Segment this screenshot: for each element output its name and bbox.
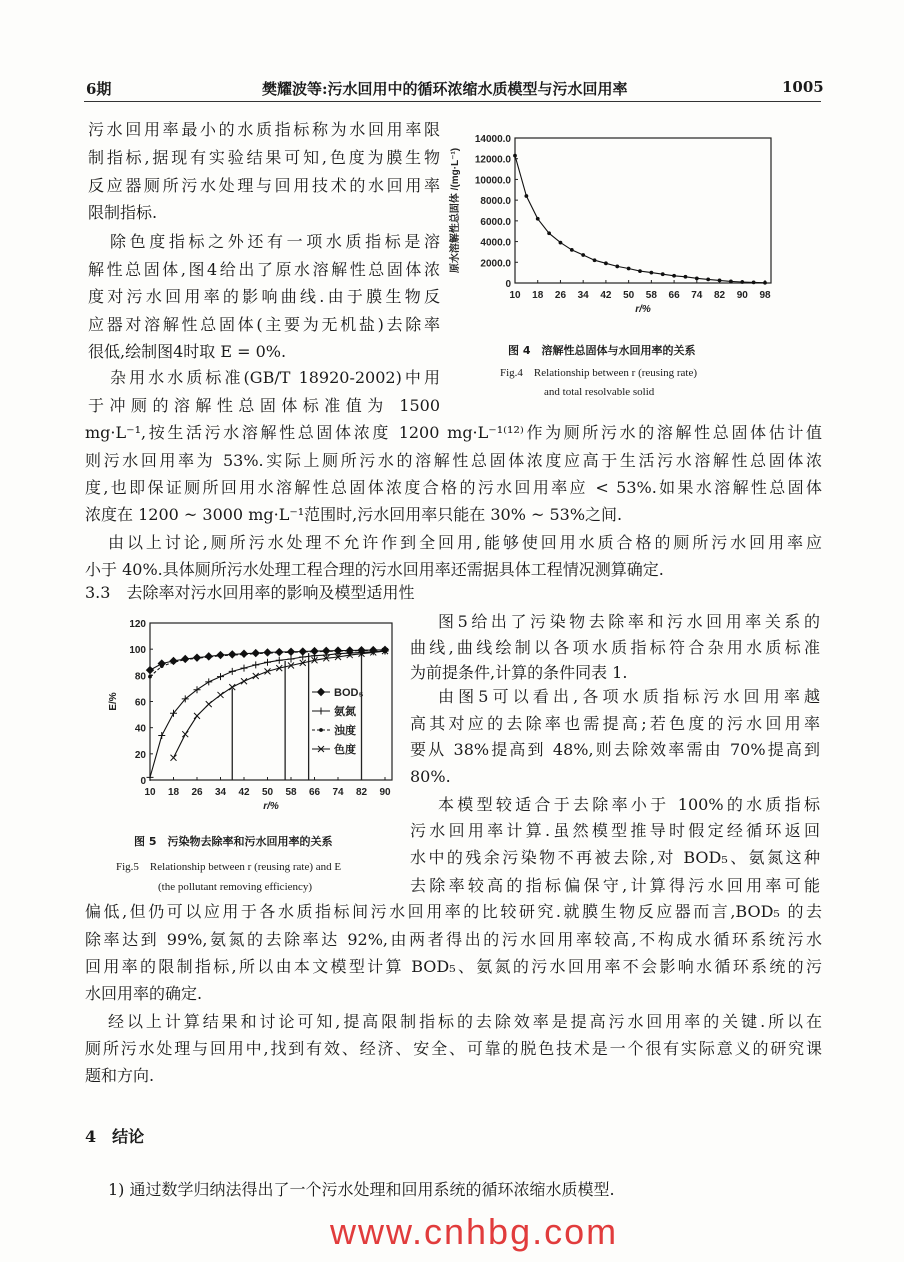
data-point-cross — [182, 731, 188, 737]
text-line: 回用率的限制指标,所以由本文模型计算 BOD₅、氨氮的污水回用率不会影响水循环系统的污 — [85, 957, 822, 976]
data-point — [639, 270, 642, 273]
data-point — [172, 661, 175, 664]
series-line — [174, 651, 386, 758]
x-tick-label: 74 — [691, 290, 703, 301]
text-line: 由图5可以看出,各项水质指标污水回用率越 — [438, 687, 820, 706]
data-point-plus — [241, 665, 248, 672]
y-tick-label: 20 — [134, 749, 146, 761]
data-point — [525, 195, 528, 198]
x-tick-label: 34 — [214, 787, 227, 798]
data-point — [605, 262, 608, 265]
data-point-cross — [171, 755, 177, 761]
text-line: 由以上讨论,厕所污水处理不允许作到全回用,能够使回用水质合格的厕所污水回用率应 — [108, 533, 822, 552]
legend-label: 色度 — [334, 744, 356, 756]
text-line: 制指标,据现有实验结果可知,色度为膜生物 — [88, 148, 440, 167]
data-point — [559, 241, 562, 244]
y-tick-label: 14000.0 — [474, 134, 511, 145]
text-line: 去除率较高的指标偏保守,计算得污水回用率可能 — [410, 876, 820, 895]
data-point — [207, 656, 210, 659]
y-tick-label: 6000.0 — [480, 216, 511, 228]
data-point-plus — [205, 678, 212, 685]
x-tick-label: 66 — [668, 290, 680, 301]
data-point — [673, 274, 676, 277]
data-point — [730, 280, 733, 283]
text-line: 反应器厕所污水处理与回用技术的水回用率 — [88, 176, 440, 195]
x-tick-label: 10 — [144, 787, 156, 798]
y-tick-label: 12000.0 — [474, 154, 511, 166]
text-line: mg·L⁻¹,按生活污水溶解性总固体浓度 1200 mg·L⁻¹⁽¹²⁾作为厕所污水的溶解性总固体估计值 — [85, 423, 822, 442]
text-line: 本模型较适合于去除率小于 100%的水质指标 — [438, 795, 820, 814]
text-line: 水回用率的确定. — [85, 984, 203, 1003]
data-point — [254, 652, 257, 655]
x-tick-label: 90 — [736, 290, 748, 301]
data-point-plus — [229, 668, 236, 675]
y-tick-label: 10000.0 — [474, 175, 511, 187]
figure-5-caption-en-2: (the pollutant removing efficiency) — [158, 881, 313, 893]
data-point-cross — [218, 692, 224, 698]
y-tick-label: 0 — [140, 776, 146, 787]
data-point — [593, 259, 596, 262]
text-line: 经以上计算结果和讨论可知,提高限制指标的去除效率是提高污水回用率的关键.所以在 — [108, 1012, 822, 1031]
text-line: 于冲厕的溶解性总固体标准值为 1500 — [88, 396, 440, 415]
data-point-cross — [241, 678, 247, 684]
text-line: 题和方向. — [85, 1066, 155, 1085]
text-line: 曲线,曲线绘制以各项水质指标符合杂用水质标准 — [410, 638, 820, 657]
text-line: 小于 40%.具体厕所污水处理工程合理的污水回用率还需据具体工程情况测算确定. — [85, 560, 664, 579]
data-point-plus — [276, 657, 283, 664]
legend-label: BOD₅ — [334, 687, 364, 699]
data-point — [160, 665, 163, 668]
data-point-plus — [299, 654, 306, 661]
figure-5-caption-en: Fig.5 Relationship between r (reusing rate) and E — [116, 861, 342, 873]
conclusion-item-1: 1) 通过数学归纳法得出了一个污水处理和回用系统的循环浓缩水质模型. — [108, 1180, 615, 1199]
data-point — [536, 217, 539, 220]
data-point — [741, 281, 744, 284]
series-line — [515, 156, 765, 283]
figure-4-caption-cn: 图 4 溶解性总固体与水回用率的关系 — [508, 344, 696, 357]
y-tick-label: 4000.0 — [480, 237, 511, 249]
data-point-cross — [265, 668, 271, 674]
text-line: 则污水回用率为 53%.实际上厕所污水的溶解性总固体浓度应高于生活污水溶解性总固体浓 — [85, 451, 822, 470]
x-axis-label: r/% — [635, 304, 651, 315]
x-tick-label: 82 — [355, 787, 368, 798]
data-point — [548, 232, 551, 235]
data-point — [266, 652, 269, 655]
x-tick-label: 26 — [554, 290, 567, 301]
data-point-diamond — [147, 667, 154, 674]
data-point — [278, 651, 281, 654]
text-line: 高其对应的去除率也需提高;若色度的污水回用率 — [410, 714, 820, 733]
data-point — [313, 650, 316, 653]
data-point — [325, 650, 328, 653]
figure-4-caption-en-2: and total resolvable solid — [544, 386, 655, 398]
x-tick-label: 18 — [167, 787, 180, 798]
data-point — [582, 254, 585, 257]
text-line: 偏低,但仍可以应用于各水质指标间污水回用率的比较研究.就膜生物反应器而言,BOD₅ 的去 — [85, 902, 822, 921]
text-line: 水中的残余污染物不再被去除,对 BOD₅、氨氮这种 — [410, 848, 820, 867]
plot-frame — [150, 623, 392, 780]
text-line: 度对污水回用率的影响曲线.由于膜生物反 — [88, 287, 440, 306]
legend-label: 氨氮 — [334, 706, 356, 718]
watermark: www.cnhbg.com — [330, 1211, 619, 1252]
text-line: 浓度在 1200 ~ 3000 mg·L⁻¹范围时,污水回用率只能在 30% ~ 53%之间. — [85, 505, 623, 524]
running-title: 樊耀波等:污水回用中的循环浓缩水质模型与污水回用率 — [262, 80, 628, 98]
data-point — [718, 279, 721, 282]
data-point-cross — [253, 673, 259, 679]
plot-frame — [515, 138, 771, 283]
x-axis-label: r/% — [263, 801, 279, 812]
data-point-plus — [264, 659, 271, 666]
x-tick-label: 34 — [577, 290, 589, 301]
x-tick-label: 50 — [623, 290, 635, 301]
header-rule — [84, 101, 821, 102]
y-tick-label: 8000.0 — [480, 196, 511, 208]
data-point-diamond — [318, 689, 325, 696]
y-tick-label: 2000.0 — [480, 258, 511, 270]
data-point — [243, 653, 246, 656]
text-line: 度,也即保证厕所回用水溶解性总固体浓度合格的污水回用率应 < 53%.如果水溶解性总固体 — [85, 478, 822, 497]
data-point — [231, 654, 234, 657]
text-line: 污水回用率最小的水质指标称为水回用率限 — [88, 120, 440, 139]
x-tick-label: 18 — [532, 290, 544, 301]
x-tick-label: 42 — [238, 787, 250, 798]
text-line: 为前提条件,计算的条件同表 1. — [410, 663, 628, 682]
x-tick-label: 42 — [600, 290, 612, 301]
data-point — [290, 651, 293, 654]
data-point — [764, 281, 767, 284]
data-point — [707, 278, 710, 281]
section-heading-4: 4 结论 — [85, 1127, 145, 1146]
data-point — [196, 657, 199, 660]
data-point-plus — [318, 708, 325, 715]
legend-label: 浊度 — [334, 725, 356, 737]
y-tick-label: 120 — [129, 619, 146, 630]
section-heading-3-3: 3.3 去除率对污水回用率的影响及模型适用性 — [85, 583, 415, 602]
data-point-plus — [252, 661, 259, 668]
data-point — [570, 248, 573, 251]
x-tick-label: 26 — [191, 787, 203, 798]
data-point — [616, 265, 619, 268]
data-point — [661, 273, 664, 276]
x-tick-label: 10 — [509, 290, 521, 301]
x-tick-label: 66 — [308, 787, 321, 798]
page-number: 1005 — [782, 78, 824, 96]
y-tick-label: 0 — [505, 279, 511, 290]
data-point-plus — [158, 732, 165, 739]
text-line: 限制指标. — [88, 203, 158, 222]
text-line: 要从 38%提高到 48%,则去除效率需由 70%提高到 — [410, 740, 820, 759]
issue-number: 6期 — [86, 80, 112, 98]
figure-5-chart — [90, 610, 410, 820]
x-tick-label: 90 — [379, 787, 391, 798]
y-tick-label: 80 — [134, 671, 146, 683]
data-point — [695, 277, 698, 280]
text-line: 图5给出了污染物去除率和污水回用率关系的 — [438, 612, 820, 631]
data-point — [684, 275, 687, 278]
x-tick-label: 58 — [645, 290, 657, 301]
text-line: 解性总固体,图4给出了原水溶解性总固体浓 — [88, 260, 440, 279]
figure-4-chart — [440, 120, 800, 325]
y-axis-label: E/% — [108, 692, 119, 711]
y-tick-label: 60 — [134, 697, 146, 709]
data-point — [337, 650, 340, 653]
data-point — [184, 658, 187, 661]
text-line: 很低,绘制图4时取 E = 0%. — [88, 342, 287, 361]
text-line: 应器对溶解性总固体(主要为无机盐)去除率 — [88, 315, 440, 334]
text-line: 杂用水水质标准(GB/T 18920-2002)中用 — [110, 368, 440, 387]
data-point — [320, 729, 323, 732]
data-point — [627, 267, 630, 270]
x-tick-label: 58 — [285, 787, 297, 798]
y-tick-label: 40 — [134, 723, 146, 735]
data-point-cross — [194, 713, 200, 719]
x-tick-label: 50 — [261, 787, 274, 798]
data-point — [219, 654, 222, 657]
text-line: 80%. — [410, 767, 451, 786]
text-line: 污水回用率计算.虽然模型推导时假定经循环返回 — [410, 821, 820, 840]
data-point-plus — [288, 655, 295, 662]
data-point — [348, 649, 351, 652]
figure-5-caption-cn: 图 5 污染物去除率和污水回用率的关系 — [134, 835, 333, 848]
x-tick-label: 98 — [759, 290, 771, 301]
x-tick-label: 74 — [332, 787, 344, 798]
data-point-plus — [217, 673, 224, 680]
text-line: 除率达到 99%,氨氮的去除率达 92%,由两者得出的污水回用率较高,不构成水循环系统污水 — [85, 930, 822, 949]
text-line: 厕所污水处理与回用中,找到有效、经济、安全、可靠的脱色技术是一个很有实际意义的研究课 — [85, 1039, 822, 1058]
data-point — [650, 271, 653, 274]
data-point — [149, 675, 152, 678]
figure-4-caption-en: Fig.4 Relationship between r (reusing rate) — [500, 367, 698, 379]
data-point — [360, 649, 363, 652]
text-line: 除色度指标之外还有一项水质指标是溶 — [110, 232, 440, 251]
data-point — [514, 154, 517, 157]
data-point — [301, 651, 304, 654]
x-tick-label: 82 — [713, 290, 726, 301]
y-tick-label: 100 — [129, 645, 146, 657]
data-point-cross — [206, 701, 212, 707]
y-axis-label: 原水溶解性总固体 /(mg·L⁻¹) — [450, 147, 461, 274]
data-point — [752, 281, 755, 284]
